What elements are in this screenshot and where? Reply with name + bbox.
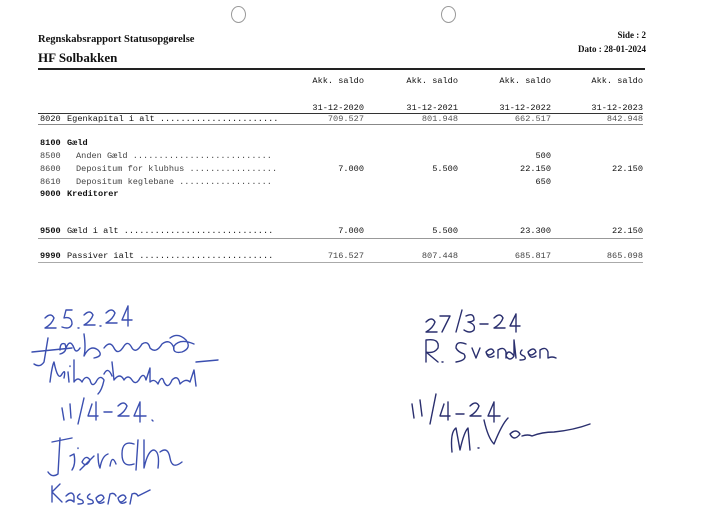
- handwritten-signature-m-vor: [452, 418, 591, 452]
- handwritten-date-25-2-24: [45, 306, 132, 328]
- value-8020-2021: 801.948: [421, 114, 458, 124]
- value-8020-2023: 842.948: [606, 114, 643, 124]
- row-label-8020: Egenkapital i alt .......................: [67, 114, 279, 124]
- row-code-8600: 8600: [40, 164, 61, 174]
- handwritten-role-kasserer: [52, 484, 150, 504]
- value-8020-2022: 662.517: [514, 114, 551, 124]
- page-number: Side : 2: [617, 30, 646, 40]
- row-code-9500: 9500: [40, 226, 61, 236]
- col-date-2022: 31-12-2022: [499, 103, 551, 113]
- company-name: HF Solbakken: [38, 50, 118, 65]
- col-header-2020: Akk. saldo: [312, 76, 364, 86]
- handwritten-date-11-4-24-right: [412, 394, 500, 424]
- value-9990-2020: 716.527: [327, 251, 364, 261]
- value-9500-2023: 22.150: [612, 226, 643, 236]
- value-8600-2020: 7.000: [338, 164, 364, 174]
- value-9500-2020: 7.000: [338, 226, 364, 236]
- row-code-9000: 9000: [40, 189, 61, 199]
- value-9990-2022: 685.817: [514, 251, 551, 261]
- col-date-2020: 31-12-2020: [312, 103, 364, 113]
- value-9500-2021: 5.500: [432, 226, 458, 236]
- value-9990-2021: 807.448: [421, 251, 458, 261]
- row-code-8610: 8610: [40, 177, 61, 187]
- col-date-2023: 31-12-2023: [591, 103, 643, 113]
- row-label-8610: Depositum keglebane ..................: [76, 177, 272, 187]
- row-label-9990: Passiver ialt ..........................: [67, 251, 274, 261]
- report-title: Regnskabsrapport Statusopgørelse: [38, 34, 195, 45]
- row-code-8100: 8100: [40, 138, 61, 148]
- row-label-8100: Gæld: [67, 138, 88, 148]
- handwritten-note-bilagskontrollant: [50, 360, 218, 394]
- value-8600-2022: 22.150: [520, 164, 551, 174]
- handwritten-date-11-4-24-left: [62, 398, 153, 424]
- col-date-2021: 31-12-2021: [406, 103, 458, 113]
- value-8600-2023: 22.150: [612, 164, 643, 174]
- row-code-9990: 9990: [40, 251, 61, 261]
- row-code-8500: 8500: [40, 151, 61, 161]
- row-code-8020: 8020: [40, 114, 61, 124]
- row-label-8500: Anden Gæld ...........................: [76, 151, 272, 161]
- row-label-8600: Depositum for klubhus .................: [76, 164, 278, 174]
- handwritten-signature-svendsen: [426, 340, 556, 362]
- handwritten-signature-bruckner: [32, 334, 194, 366]
- col-header-2022: Akk. saldo: [499, 76, 551, 86]
- value-9500-2022: 23.300: [520, 226, 551, 236]
- handwritten-date-27-3-24: [426, 310, 520, 332]
- col-header-2021: Akk. saldo: [406, 76, 458, 86]
- handwritten-signature-bjorn: [48, 438, 182, 476]
- value-8500-2022: 500: [535, 151, 551, 161]
- row-label-9500: Gæld i alt .............................: [67, 226, 274, 236]
- col-header-2023: Akk. saldo: [591, 76, 643, 86]
- value-8020-2020: 709.527: [327, 114, 364, 124]
- value-9990-2023: 865.098: [606, 251, 643, 261]
- value-8600-2021: 5.500: [432, 164, 458, 174]
- report-date: Dato : 28-01-2024: [578, 44, 646, 54]
- value-8610-2022: 650: [535, 177, 551, 187]
- row-label-9000: Kreditorer: [67, 189, 119, 199]
